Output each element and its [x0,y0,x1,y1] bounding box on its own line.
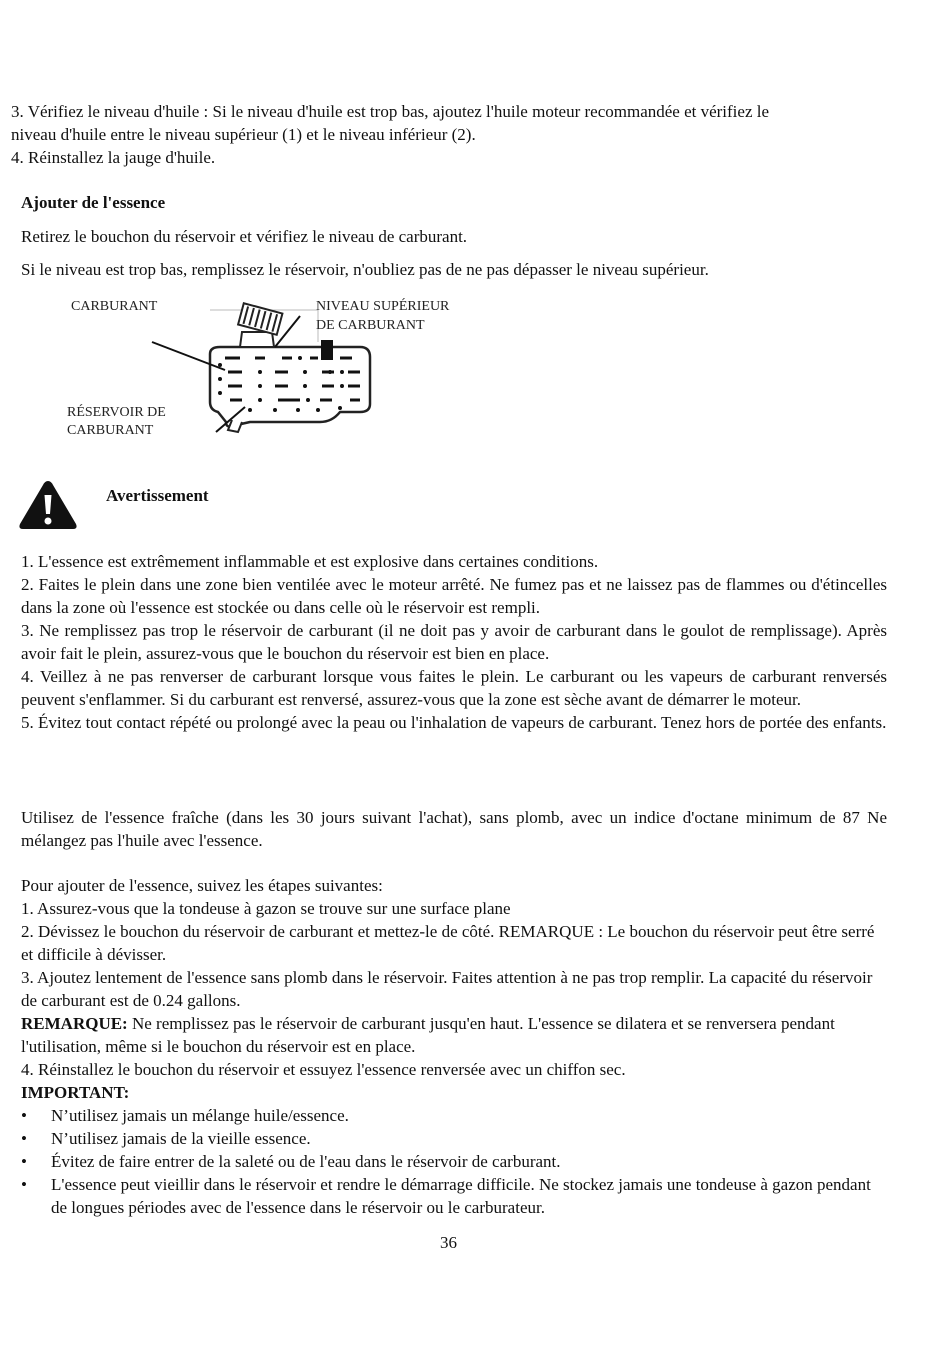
warning-triangle-icon [17,478,79,532]
label-fuel: CARBURANT [71,299,158,314]
fuel-para-2: Si le niveau est trop bas, remplissez le réservoir, n'oubliez pas de ne pas dépasser le niveau supérieur. [21,260,709,279]
label-upper-level-2: DE CARBURANT [316,318,425,333]
label-tank-2: CARBURANT [67,423,154,438]
warning-item-1: 1. L'essence est extrêmement inflammable et est explosive dans certaines conditions. [21,552,599,571]
procedure-note [21,1012,887,1058]
important-bullet-2: • N’utilisez jamais de la vieille essence. [21,1127,887,1150]
page-number: 36 [440,1233,457,1252]
procedure-step-1: 1. Assurez-vous que la tondeuse à gazon se trouve sur une surface plane [21,899,511,918]
warning-title: Avertissement [106,486,209,505]
note-label: REMARQUE: [21,1014,128,1033]
warning-list [21,550,887,734]
procedure-step-4: 4. Réinstallez le bouchon du réservoir et essuyez l'essence renversée avec un chiffon sec. [21,1060,626,1079]
oil-step-3-line-2: niveau d'huile entre le niveau supérieur (1) et le niveau inférieur (2). [11,125,476,144]
oil-step-3-line-1: 3. Vérifiez le niveau d'huile : Si le niveau d'huile est trop bas, ajoutez l'huile moteur recommandée et vérifiez le [11,102,770,121]
fuel-procedure [21,874,887,1219]
label-upper-level-1: NIVEAU SUPÉRIEUR [316,299,450,314]
label-tank-1: RÉSERVOIR DE [67,405,166,420]
warning-item-4: 4. Veillez à ne pas renverser de carburant lorsque vous faites le plein. Le carburant ou les vapeurs de carburant renversés peuvent s'enflammer. Si du carburant est renversé, assurez-vous que la zone est sèche avant de démarrer le moteur. [21,667,887,709]
important-bullet-3: • Évitez de faire entrer de la saleté ou de l'eau dans le réservoir de carburant. [21,1150,887,1173]
fuel-para-1: Retirez le bouchon du réservoir et vérifiez le niveau de carburant. [21,227,468,246]
fresh-fuel-paragraph: Utilisez de l'essence fraîche (dans les 30 jours suivant l'achat), sans plomb, avec un indice d'octane minimum de 87 Ne mélangez pas l'huile avec l'essence. [21,808,887,850]
note-text: Ne remplissez pas le réservoir de carburant jusqu'en haut. L'essence se dilatera et se renversera pendant l'utilisation, même si le bouchon du réservoir est en place. [21,1014,835,1056]
important-title: IMPORTANT: [21,1083,130,1102]
procedure-step-2: 2. Dévissez le bouchon du réservoir de carburant et mettez-le de côté. REMARQUE : Le bouchon du réservoir peut être serré et difficile à dévisser. [21,922,875,964]
procedure-step-3: 3. Ajoutez lentement de l'essence sans plomb dans le réservoir. Faites attention à ne pas trop remplir. La capacité du réservoir de carburant est de 0.24 gallons. [21,968,873,1010]
section-heading-add-fuel: Ajouter de l'essence [21,193,166,212]
procedure-intro: Pour ajouter de l'essence, suivez les étapes suivantes: [21,876,383,895]
important-bullet-1: • N’utilisez jamais un mélange huile/essence. [21,1104,887,1127]
warning-item-3: 3. Ne remplissez pas trop le réservoir de carburant (il ne doit pas y avoir de carburant dans le goulot de remplissage). Après avoir fait le plein, assurez-vous que le bouchon du réservoir est bien en place. [21,621,887,663]
warning-item-2: 2. Faites le plein dans une zone bien ventilée avec le moteur arrêté. Ne fumez pas et ne laissez pas de flammes ou d'étincelles dans la zone où l'essence est stockée ou dans celle où le réservoir est rempli. [21,575,887,617]
warning-item-5: 5. Évitez tout contact répété ou prolongé avec la peau ou l'inhalation de vapeurs de carburant. Tenez hors de portée des enfants. [21,713,887,732]
oil-step-4: 4. Réinstallez la jauge d'huile. [11,148,216,167]
important-list [21,1104,887,1219]
important-bullet-4: • L'essence peut vieillir dans le réservoir et rendre le démarrage difficile. Ne stockez jamais une tondeuse à gazon pendant de longues périodes avec de l'essence dans le réservoir ou le carburateur. [21,1173,887,1219]
